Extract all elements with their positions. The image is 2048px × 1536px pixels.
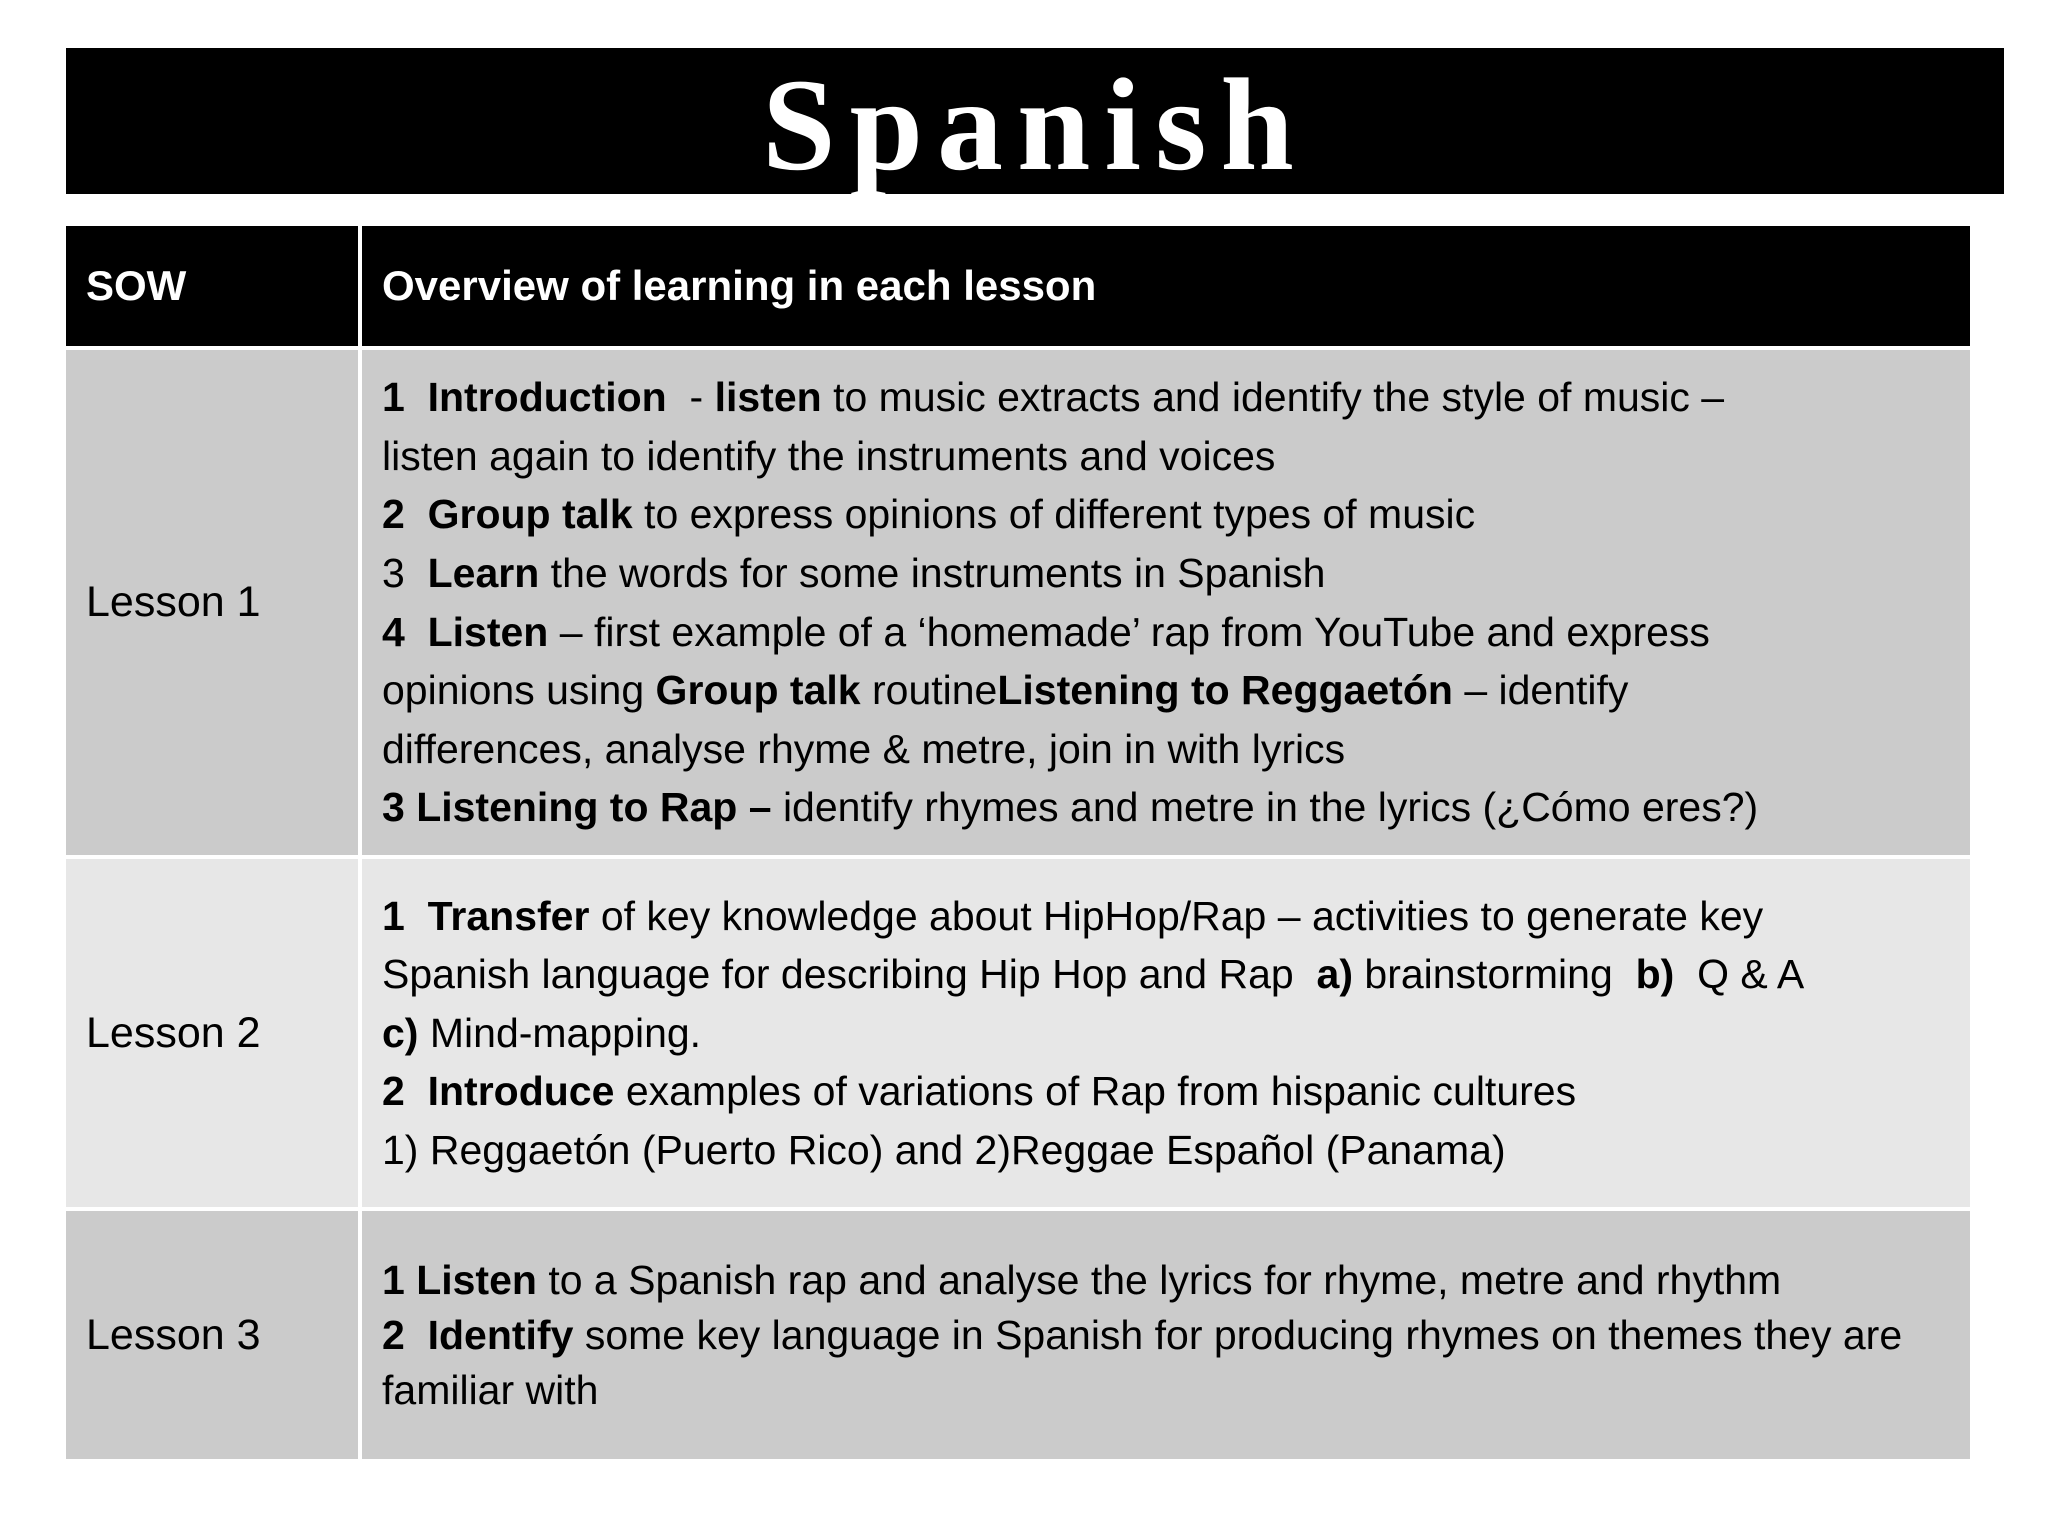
table-row-lesson-2 — [66, 855, 1970, 1207]
header-overview: Overview of learning in each lesson — [362, 226, 1970, 346]
lesson-2-line-2: Spanish language for describing Hip Hop and Rap a) brainstorming b) Q & A — [382, 951, 1805, 998]
lesson-1-line-6: opinions using Group talk routineListening to Reggaetón – identify — [382, 667, 1629, 714]
page-title: Spanish — [762, 51, 1308, 198]
lesson-1-line-8: 3 Listening to Rap – identify rhymes and metre in the lyrics (¿Cómo eres?) — [382, 784, 1759, 831]
lesson-1-line-3: 2 Group talk to express opinions of different types of music — [382, 491, 1476, 538]
lesson-1-overview — [362, 346, 1970, 855]
lesson-3-name: Lesson 3 — [66, 1207, 362, 1459]
lesson-2-line-3: c) Mind-mapping. — [382, 1009, 702, 1056]
lesson-1-name: Lesson 1 — [66, 346, 362, 855]
lesson-3-overview — [362, 1207, 1970, 1459]
table-row-lesson-3 — [66, 1207, 1970, 1459]
lesson-2-line-1: 1 Transfer of key knowledge about HipHop/Rap – activities to generate key — [382, 892, 1764, 939]
lesson-2-name: Lesson 2 — [66, 855, 362, 1207]
table-header-row — [66, 226, 1970, 346]
lesson-3-line-2: 2 Identify some key language in Spanish for producing rhymes on themes they are — [382, 1311, 1903, 1358]
lesson-2-line-5: 1) Reggaetón (Puerto Rico) and 2)Reggae Español (Panama) — [382, 1126, 1506, 1173]
lesson-1-line-5: 4 Listen – first example of a ‘homemade’ rap from YouTube and express — [382, 608, 1710, 655]
header-sow: SOW — [66, 226, 362, 346]
sow-table — [66, 226, 1970, 1459]
lesson-1-line-4: 3 Learn the words for some instruments in Spanish — [382, 549, 1326, 596]
table-row-lesson-1 — [66, 346, 1970, 855]
lesson-1-line-2: listen again to identify the instruments and voices — [382, 432, 1276, 479]
lesson-1-line-7: differences, analyse rhyme & metre, join in with lyrics — [382, 725, 1346, 772]
lesson-3-line-3: familiar with — [382, 1366, 599, 1413]
title-banner — [66, 48, 2004, 198]
lesson-2-line-4: 2 Introduce examples of variations of Rap from hispanic cultures — [382, 1068, 1577, 1115]
lesson-3-line-1: 1 Listen to a Spanish rap and analyse the lyrics for rhyme, metre and rhythm — [382, 1256, 1782, 1303]
lesson-2-overview — [362, 855, 1970, 1207]
lesson-1-line-1: 1 Introduction - listen to music extracts and identify the style of music – — [382, 374, 1725, 421]
